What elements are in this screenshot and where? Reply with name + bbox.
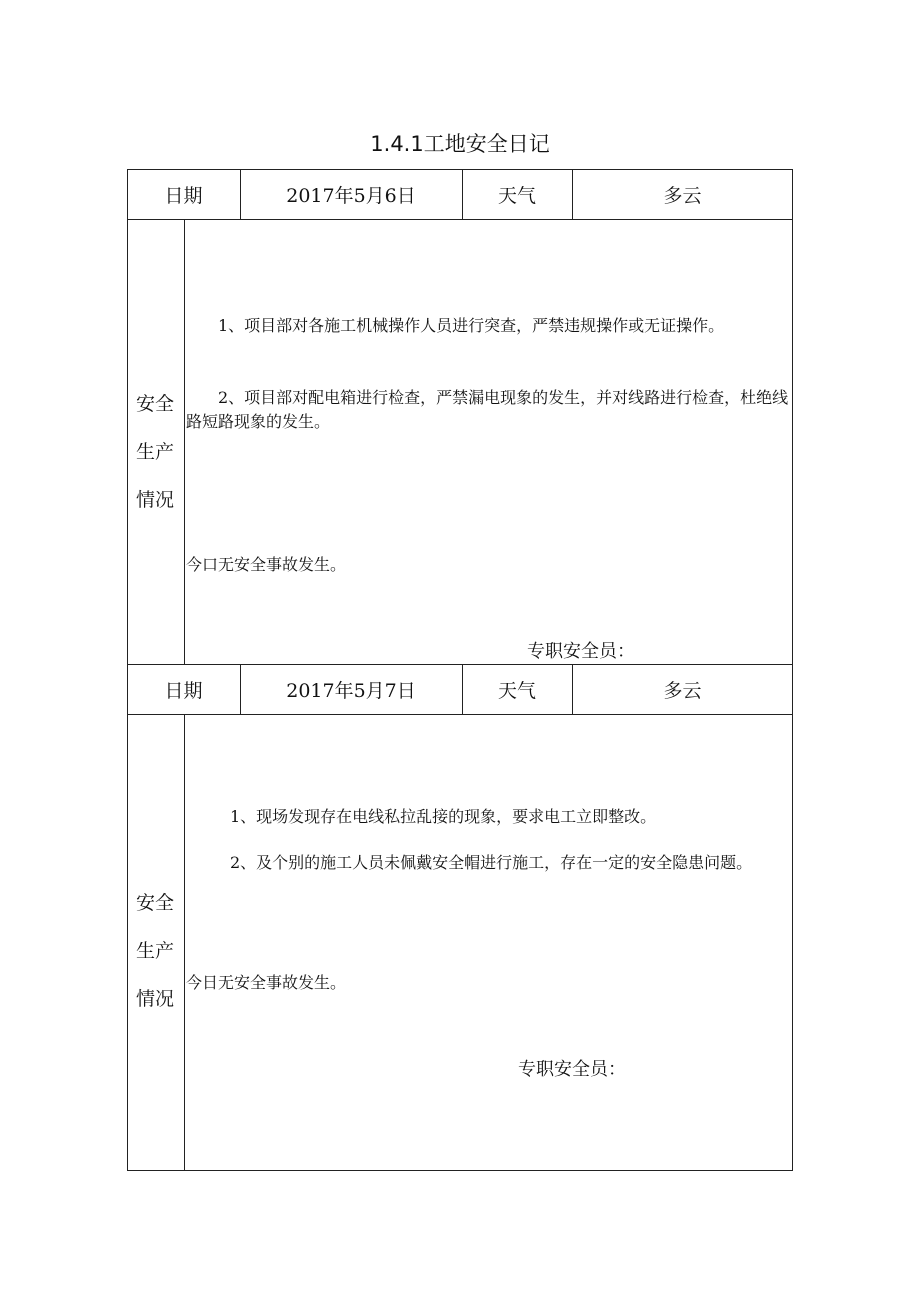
section-label-line: 情况 <box>135 988 174 1010</box>
safety-item: 1、项目部对各施工机械操作人员进行突查，严禁违规操作或无证操作。 <box>218 316 725 335</box>
date-label: 日期 <box>164 679 203 702</box>
safety-item: 2、及个别的施工人员未佩戴安全帽进行施工，存在一定的安全隐患问题。 <box>230 853 753 872</box>
col-divider <box>184 219 185 664</box>
safety-officer: 专职安全员： <box>518 1059 626 1080</box>
section-label-line: 情况 <box>135 489 174 511</box>
weather-value: 多云 <box>663 679 702 702</box>
date-value: 2017年5月6日 <box>286 184 416 207</box>
summary-text: 今日无安全事故发生。 <box>186 973 347 992</box>
weather-value: 多云 <box>663 184 702 207</box>
safety-item: 2、项目部对配电箱进行检查，严禁漏电现象的发生，并对线路进行检查，杜绝线路短路现象的发生。 <box>186 388 789 431</box>
col-divider <box>184 714 185 1171</box>
row-divider <box>127 714 793 715</box>
section-label-line: 安全 <box>135 892 174 914</box>
section-label-line: 生产 <box>135 441 174 463</box>
date-value: 2017年5月7日 <box>286 679 416 702</box>
weather-label: 天气 <box>497 679 536 702</box>
date-label: 日期 <box>164 184 203 207</box>
section-label-line: 生产 <box>135 940 174 962</box>
section-label <box>127 879 183 1023</box>
weather-label: 天气 <box>497 184 536 207</box>
summary-text: 今口无安全事故发生。 <box>186 555 347 574</box>
section-label-line: 安全 <box>135 393 174 415</box>
safety-item: 1、现场发现存在电线私拉乱接的现象，要求电工立即整改。 <box>230 807 657 826</box>
section-label <box>127 380 183 524</box>
safety-officer: 专职安全员： <box>527 641 635 662</box>
page-title: 1.4.1工地安全日记 <box>370 132 550 156</box>
row-divider <box>127 219 793 220</box>
